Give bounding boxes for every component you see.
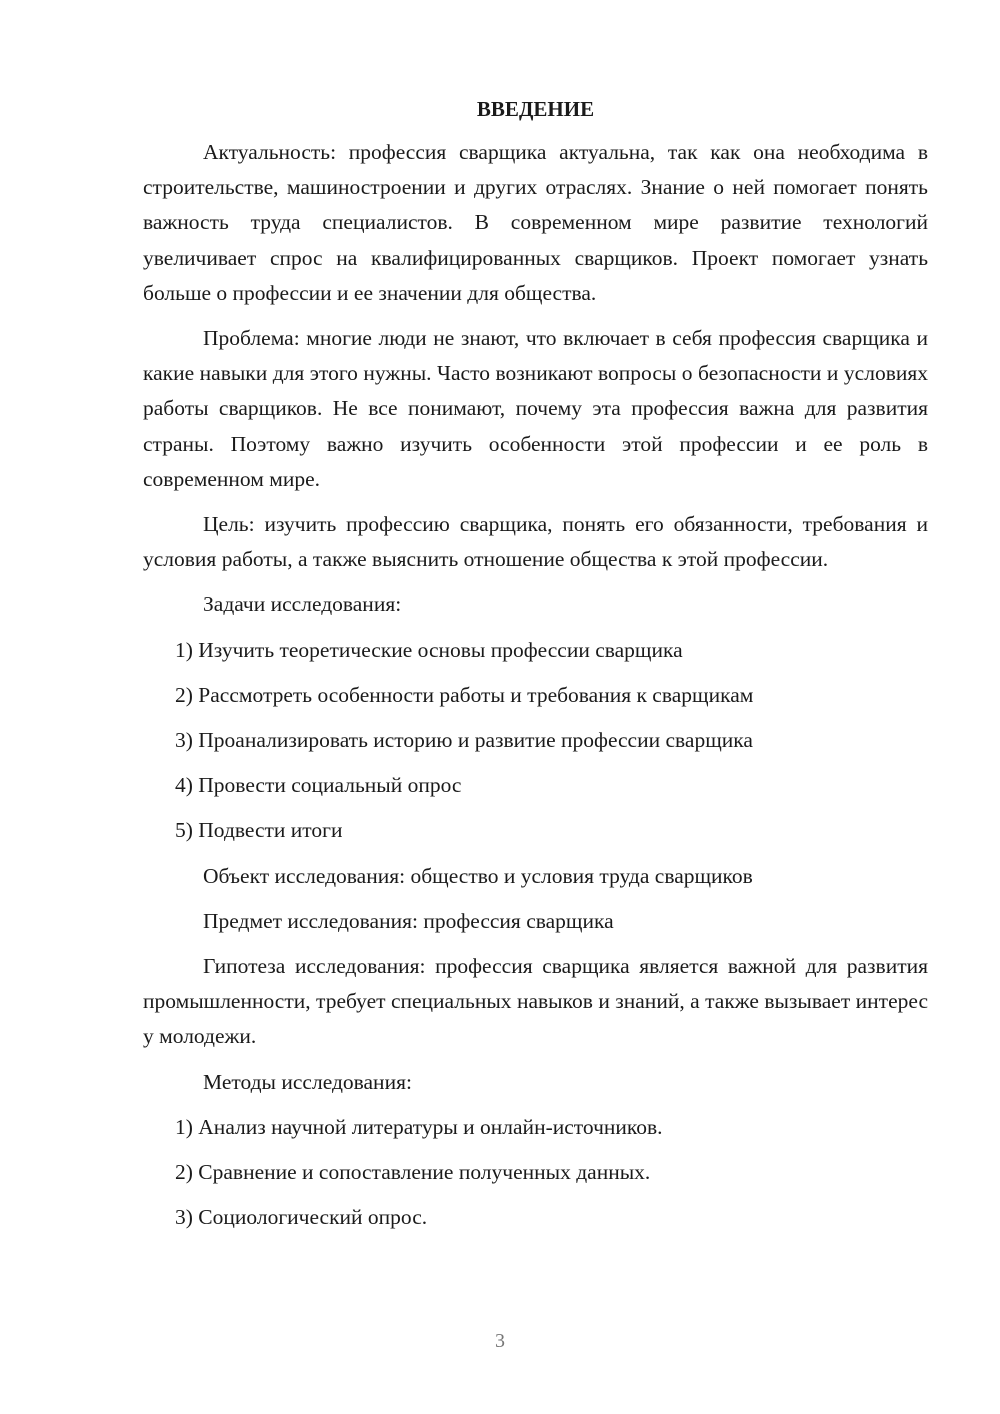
document-page: [143, 92, 928, 1245]
task-item: 1) Изучить теоретические основы профессии сварщика: [175, 637, 683, 662]
task-item: 4) Провести социальный опрос: [175, 773, 462, 798]
task-item: 5) Подвести итоги: [175, 818, 343, 843]
task-item: 3) Проанализировать историю и развитие профессии сварщика: [175, 728, 753, 753]
tasks-heading: Задачи исследования:: [203, 592, 402, 617]
research-subject: Предмет исследования: профессия сварщика: [203, 908, 614, 933]
task-item: 2) Рассмотреть особенности работы и требования к сварщикам: [175, 682, 754, 707]
method-item: 1) Анализ научной литературы и онлайн-источников.: [175, 1114, 663, 1139]
research-object: Объект исследования: общество и условия труда сварщиков: [203, 863, 753, 888]
page-number: 3: [495, 1330, 505, 1352]
methods-heading: Методы исследования:: [203, 1069, 412, 1094]
method-item: 2) Сравнение и сопоставление полученных данных.: [175, 1160, 651, 1185]
method-item: 3) Социологический опрос.: [175, 1205, 428, 1230]
relevance-paragraph: Актуальность: профессия сварщика актуальна, так как она необходима в строительстве, машиностроении и других отраслях. Знание о ней помогает понять важность труда специалистов. В современном мире развитие технологий увеличивает спрос на квалифицированных сварщиков. Проект помогает узнать больше о профессии и ее значении для общества.: [143, 140, 928, 305]
page-title: ВВЕДЕНИЕ: [476, 97, 595, 121]
hypothesis-paragraph: Гипотеза исследования: профессия сварщика является важной для развития промышленности, требует специальных навыков и знаний, а также вызывает интерес у молодежи.: [143, 954, 928, 1049]
goal-paragraph: Цель: изучить профессию сварщика, понять его обязанности, требования и условия работы, а также выяснить отношение общества к этой профессии.: [143, 512, 928, 572]
problem-paragraph: Проблема: многие люди не знают, что включает в себя профессия сварщика и какие навыки для этого нужны. Часто возникают вопросы о безопасности и условиях работы сварщиков. Не все понимают, почему эта профессия важна для развития страны. Поэтому важно изучить особенности этой профессии и ее роль в современном мире.: [143, 326, 928, 491]
